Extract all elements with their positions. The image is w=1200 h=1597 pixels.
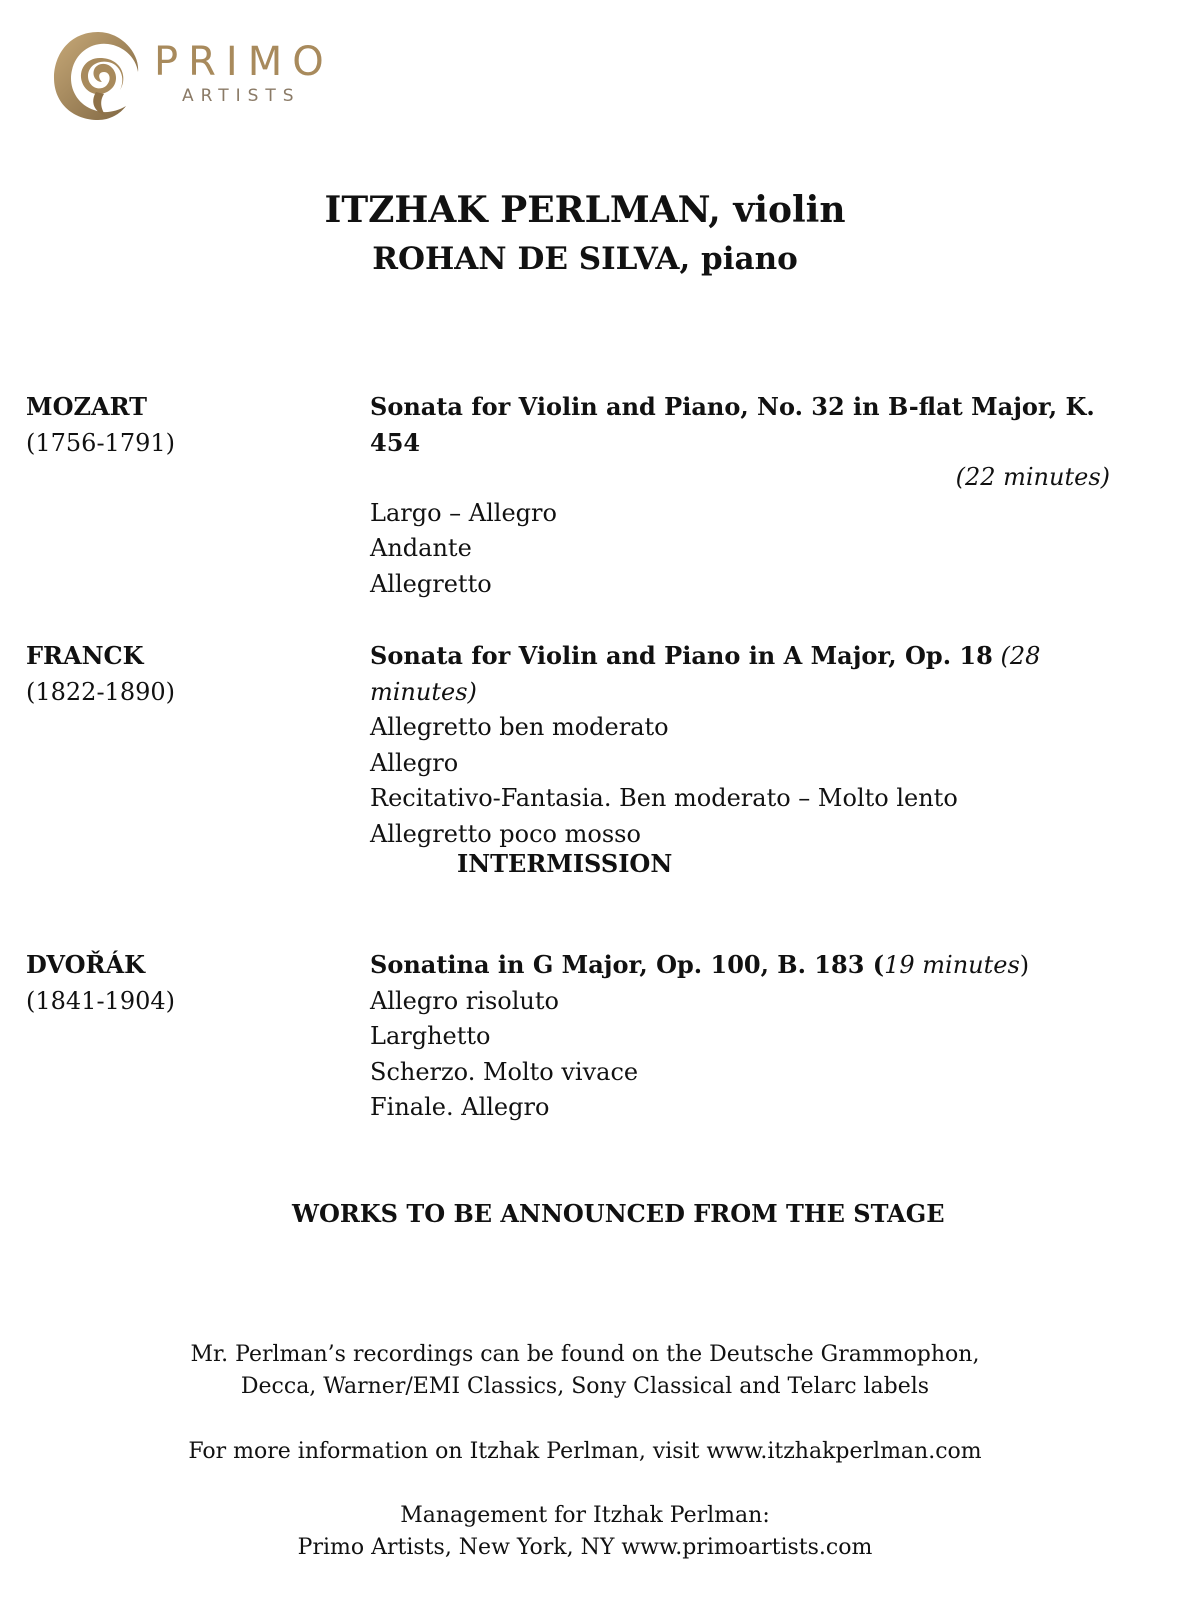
second-performer-name: ROHAN DE SILVA — [372, 241, 680, 277]
recordings-line: Mr. Perlman’s recordings can be found on the Deutsche Grammophon, — [190, 1342, 980, 1367]
primo-swirl-icon — [50, 28, 146, 124]
work-title: Sonatina in G Major, Op. 100, B. 183 — [370, 950, 865, 979]
work-dvorak — [370, 947, 1110, 1126]
management-note — [0, 1500, 1170, 1564]
logo-wordmark: PRIMO — [154, 39, 334, 85]
second-performer — [0, 241, 1170, 277]
second-performer-instrument: , piano — [679, 241, 798, 277]
movement: Finale. Allegro — [370, 1093, 550, 1122]
movement: Larghetto — [370, 1022, 491, 1051]
movement: Largo – Allegro — [370, 498, 557, 527]
main-performer-name: ITZHAK PERLMAN — [324, 189, 709, 231]
recordings-note — [0, 1339, 1170, 1403]
management-line: Primo Artists, New York, NY www.primoartists.com — [297, 1535, 873, 1560]
intermission-heading: INTERMISSION — [457, 849, 673, 878]
info-line: For more information on Itzhak Perlman, visit www.itzhakperlman.com — [188, 1439, 982, 1464]
work-title: Sonata for Violin and Piano in A Major, Op. 18 — [370, 641, 993, 670]
movement: Allegro risoluto — [370, 986, 559, 1015]
work-mozart — [370, 389, 1110, 603]
movement: Allegretto ben moderato — [370, 713, 669, 742]
work-duration: (22 minutes) — [955, 463, 1110, 492]
work-duration-open: ( — [864, 950, 885, 979]
movement: Allegro — [370, 748, 459, 777]
work-franck — [370, 638, 1110, 853]
composer-mozart — [26, 389, 326, 461]
main-performer — [0, 189, 1170, 231]
work-title: Sonata for Violin and Piano, No. 32 in B-flat Major, K. 454 — [370, 392, 1095, 457]
primo-artists-logo — [50, 28, 370, 128]
movement: Allegretto poco mosso — [370, 819, 641, 848]
movement: Andante — [370, 534, 472, 563]
composer-name: MOZART — [26, 392, 147, 421]
composer-name: FRANCK — [26, 641, 144, 670]
movement: Allegretto — [370, 569, 492, 598]
movement: Recitativo-Fantasia. Ben moderato – Molto lento — [370, 784, 958, 813]
work-duration-close: ) — [1019, 951, 1030, 979]
composer-franck — [26, 638, 326, 710]
work-duration: (28 minutes) — [370, 642, 1041, 706]
logo-subtitle: ARTISTS — [182, 86, 301, 106]
recordings-line: Decca, Warner/EMI Classics, Sony Classical and Telarc labels — [240, 1374, 930, 1399]
composer-name: DVOŘÁK — [26, 950, 145, 979]
info-note — [0, 1436, 1170, 1468]
composer-years: (1841-1904) — [26, 987, 175, 1015]
movement: Scherzo. Molto vivace — [370, 1057, 639, 1086]
composer-years: (1756-1791) — [26, 429, 175, 457]
main-performer-instrument: , violin — [708, 189, 846, 231]
composer-years: (1822-1890) — [26, 678, 175, 706]
work-duration: 19 minutes — [884, 951, 1020, 979]
announcement-heading: WORKS TO BE ANNOUNCED FROM THE STAGE — [292, 1199, 945, 1228]
management-line: Management for Itzhak Perlman: — [400, 1503, 770, 1528]
composer-dvorak — [26, 947, 326, 1019]
